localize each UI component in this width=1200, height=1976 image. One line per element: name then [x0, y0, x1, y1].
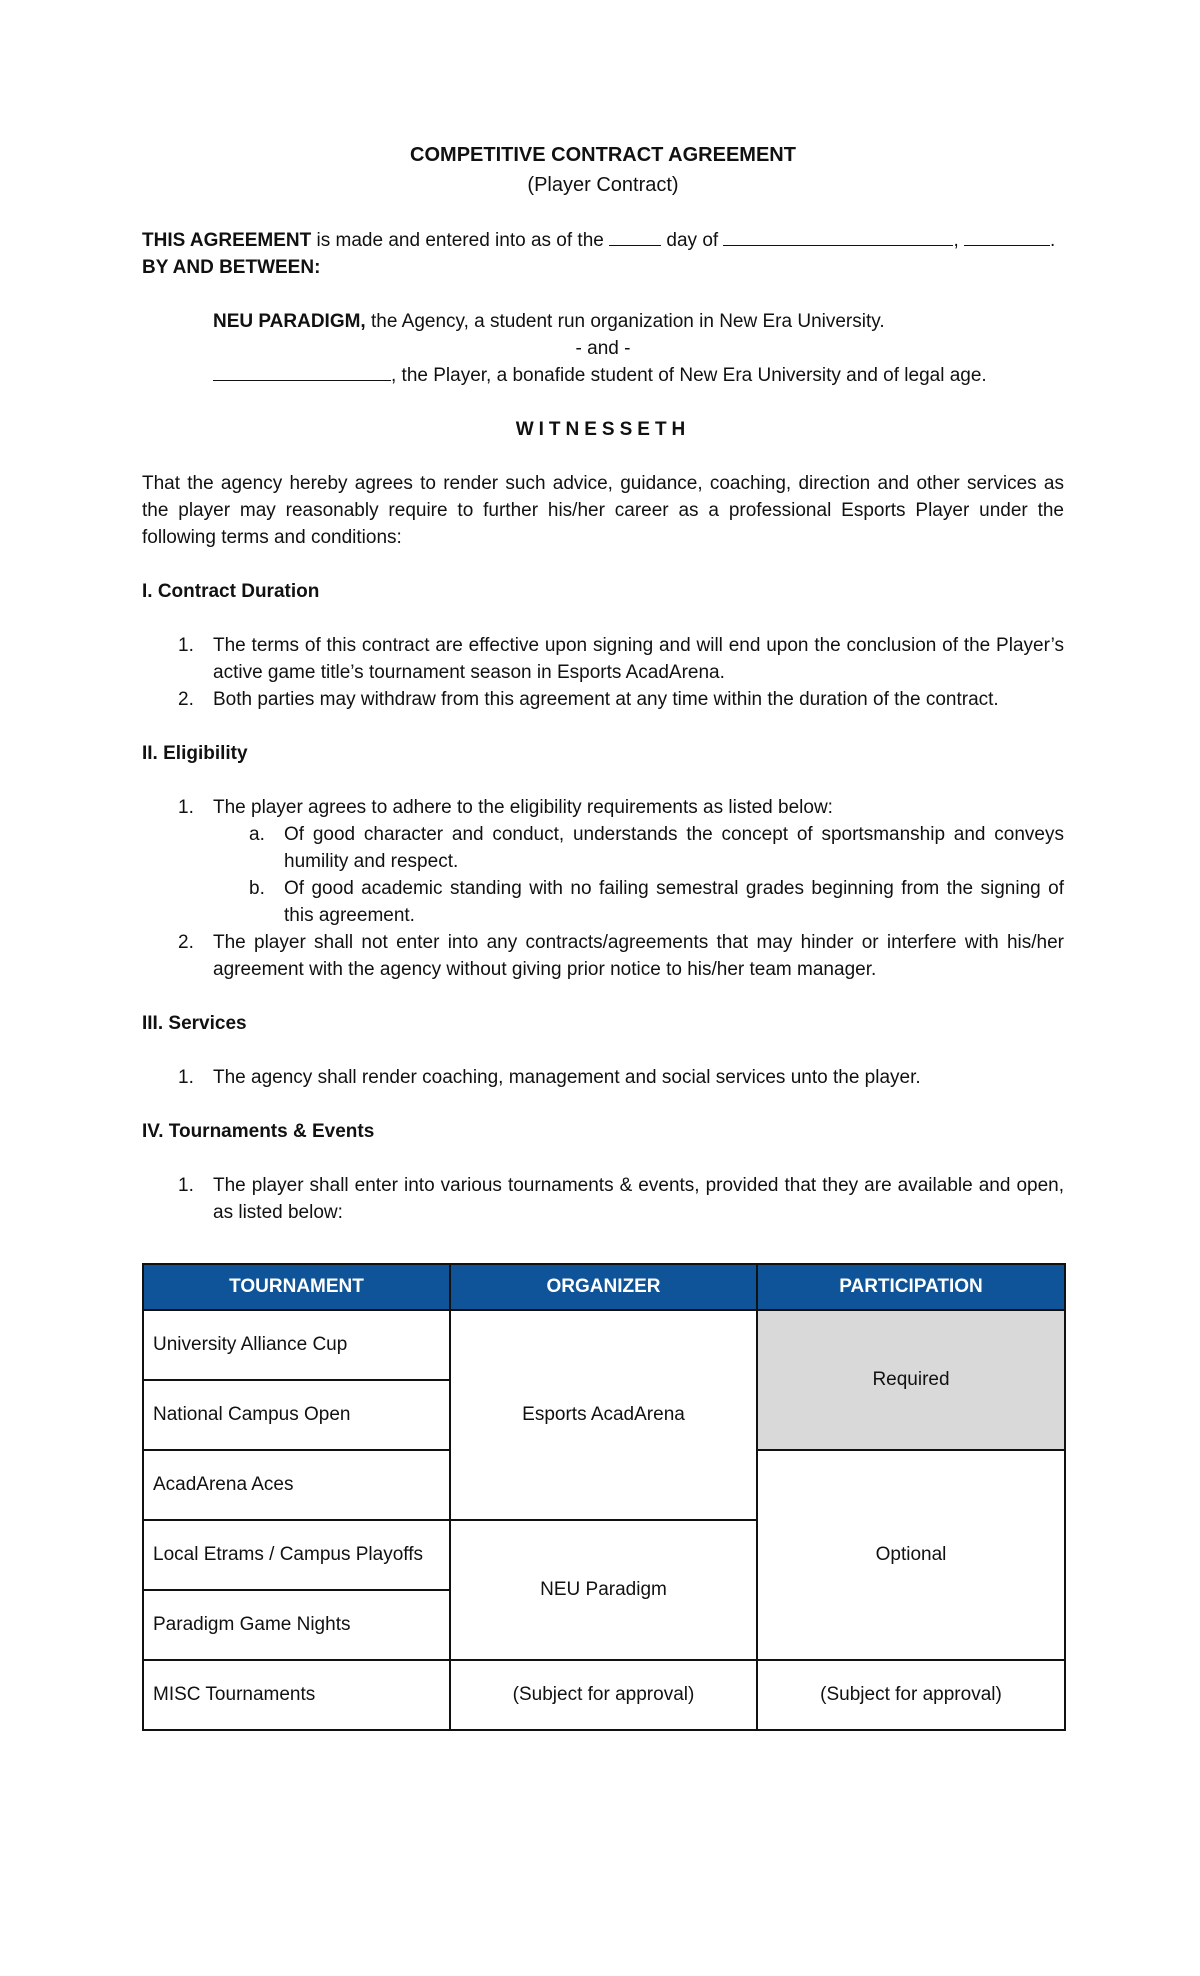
list-item — [142, 1064, 1064, 1091]
sublist-marker: a. — [249, 824, 265, 845]
agency-party — [142, 308, 1064, 335]
intro-period: . — [1050, 230, 1056, 251]
intro-comma: , — [953, 230, 959, 251]
agreement-intro — [142, 227, 1064, 254]
list-item-text: The player shall enter into various tournaments & events, provided that they are available and open, as listed below: — [213, 1175, 1064, 1223]
list-item — [142, 1172, 1064, 1226]
sublist-marker: b. — [249, 878, 265, 899]
tournament-cell: Local Etrams / Campus Playoffs — [143, 1520, 450, 1590]
participation-cell-optional: Optional — [757, 1450, 1065, 1660]
list-item — [142, 929, 1064, 983]
tournament-cell: Paradigm Game Nights — [143, 1590, 450, 1660]
organizer-cell: Esports AcadArena — [450, 1310, 757, 1520]
list-marker: 2. — [178, 689, 194, 710]
list-item — [142, 794, 1064, 929]
section-title-tournaments: IV. Tournaments & Events — [142, 1121, 375, 1142]
document-title: COMPETITIVE CONTRACT AGREEMENT — [410, 144, 796, 166]
list-marker: 1. — [178, 1175, 194, 1196]
tournament-table — [142, 1263, 1066, 1731]
between-label: BY AND BETWEEN: — [142, 257, 321, 278]
list-item-text: Both parties may withdraw from this agreement at any time within the duration of the contract. — [213, 689, 999, 710]
section-title-duration: I. Contract Duration — [142, 581, 320, 602]
witnesseth-heading: WITNESSETH — [515, 419, 691, 440]
month-blank — [723, 227, 953, 246]
eligibility-list — [142, 794, 1064, 983]
table-header-row — [143, 1264, 1065, 1310]
list-marker: 2. — [178, 932, 194, 953]
list-item-text: The player agrees to adhere to the eligibility requirements as listed below: — [213, 797, 833, 818]
sublist-item-text: Of good academic standing with no failing semestral grades beginning from the signing of this agreement. — [284, 878, 1064, 926]
player-name-blank — [213, 362, 391, 381]
tournament-cell: AcadArena Aces — [143, 1450, 450, 1520]
column-header-organizer: ORGANIZER — [450, 1264, 757, 1310]
participation-cell-required: Required — [757, 1310, 1065, 1450]
sublist-item-text: Of good character and conduct, understands the concept of sportsmanship and conveys humility and respect. — [284, 824, 1064, 872]
list-item-text: The terms of this contract are effective upon signing and will end upon the conclusion of the Player’s active game title’s tournament season in Esports AcadArena. — [213, 635, 1064, 683]
tournament-cell: MISC Tournaments — [143, 1660, 450, 1730]
sublist-item — [213, 875, 1064, 929]
organizer-cell: NEU Paradigm — [450, 1520, 757, 1660]
organizer-cell: (Subject for approval) — [450, 1660, 757, 1730]
eligibility-sublist — [213, 821, 1064, 929]
document-body — [142, 140, 1064, 1226]
tournaments-list — [142, 1172, 1064, 1226]
column-header-tournament: TOURNAMENT — [143, 1264, 450, 1310]
list-item — [142, 686, 1064, 713]
intro-lead: THIS AGREEMENT — [142, 230, 312, 251]
intro-day-of: day of — [666, 230, 719, 251]
agency-desc: the Agency, a student run organization in New Era University. — [365, 311, 885, 332]
list-marker: 1. — [178, 797, 194, 818]
tournament-cell: University Alliance Cup — [143, 1310, 450, 1380]
player-party — [142, 362, 1064, 389]
day-blank — [609, 227, 661, 246]
agency-name: NEU PARADIGM, — [213, 311, 366, 332]
section-title-eligibility: II. Eligibility — [142, 743, 248, 764]
player-desc: , the Player, a bonafide student of New Era University and of legal age. — [391, 365, 987, 386]
participation-cell: (Subject for approval) — [757, 1660, 1065, 1730]
services-list — [142, 1064, 1064, 1091]
duration-list — [142, 632, 1064, 713]
year-blank — [964, 227, 1050, 246]
table-row — [143, 1660, 1065, 1730]
list-item — [142, 632, 1064, 686]
column-header-participation: PARTICIPATION — [757, 1264, 1065, 1310]
preamble: That the agency hereby agrees to render such advice, guidance, coaching, direction and other services as the player may reasonably require to further his/her career as a professional Esports Player under the following terms and conditions: — [142, 473, 1064, 548]
document-subtitle: (Player Contract) — [527, 174, 679, 196]
section-title-services: III. Services — [142, 1013, 247, 1034]
list-item-text: The agency shall render coaching, management and social services unto the player. — [213, 1067, 921, 1088]
tournament-cell: National Campus Open — [143, 1380, 450, 1450]
table-row — [143, 1310, 1065, 1380]
and-separator: - and - — [575, 338, 631, 359]
list-marker: 1. — [178, 1067, 194, 1088]
sublist-item — [213, 821, 1064, 875]
list-marker: 1. — [178, 635, 194, 656]
intro-text: is made and entered into as of the — [311, 230, 604, 251]
list-item-text: The player shall not enter into any contracts/agreements that may hinder or interfere with his/her agreement with the agency without giving prior notice to his/her team manager. — [213, 932, 1064, 980]
